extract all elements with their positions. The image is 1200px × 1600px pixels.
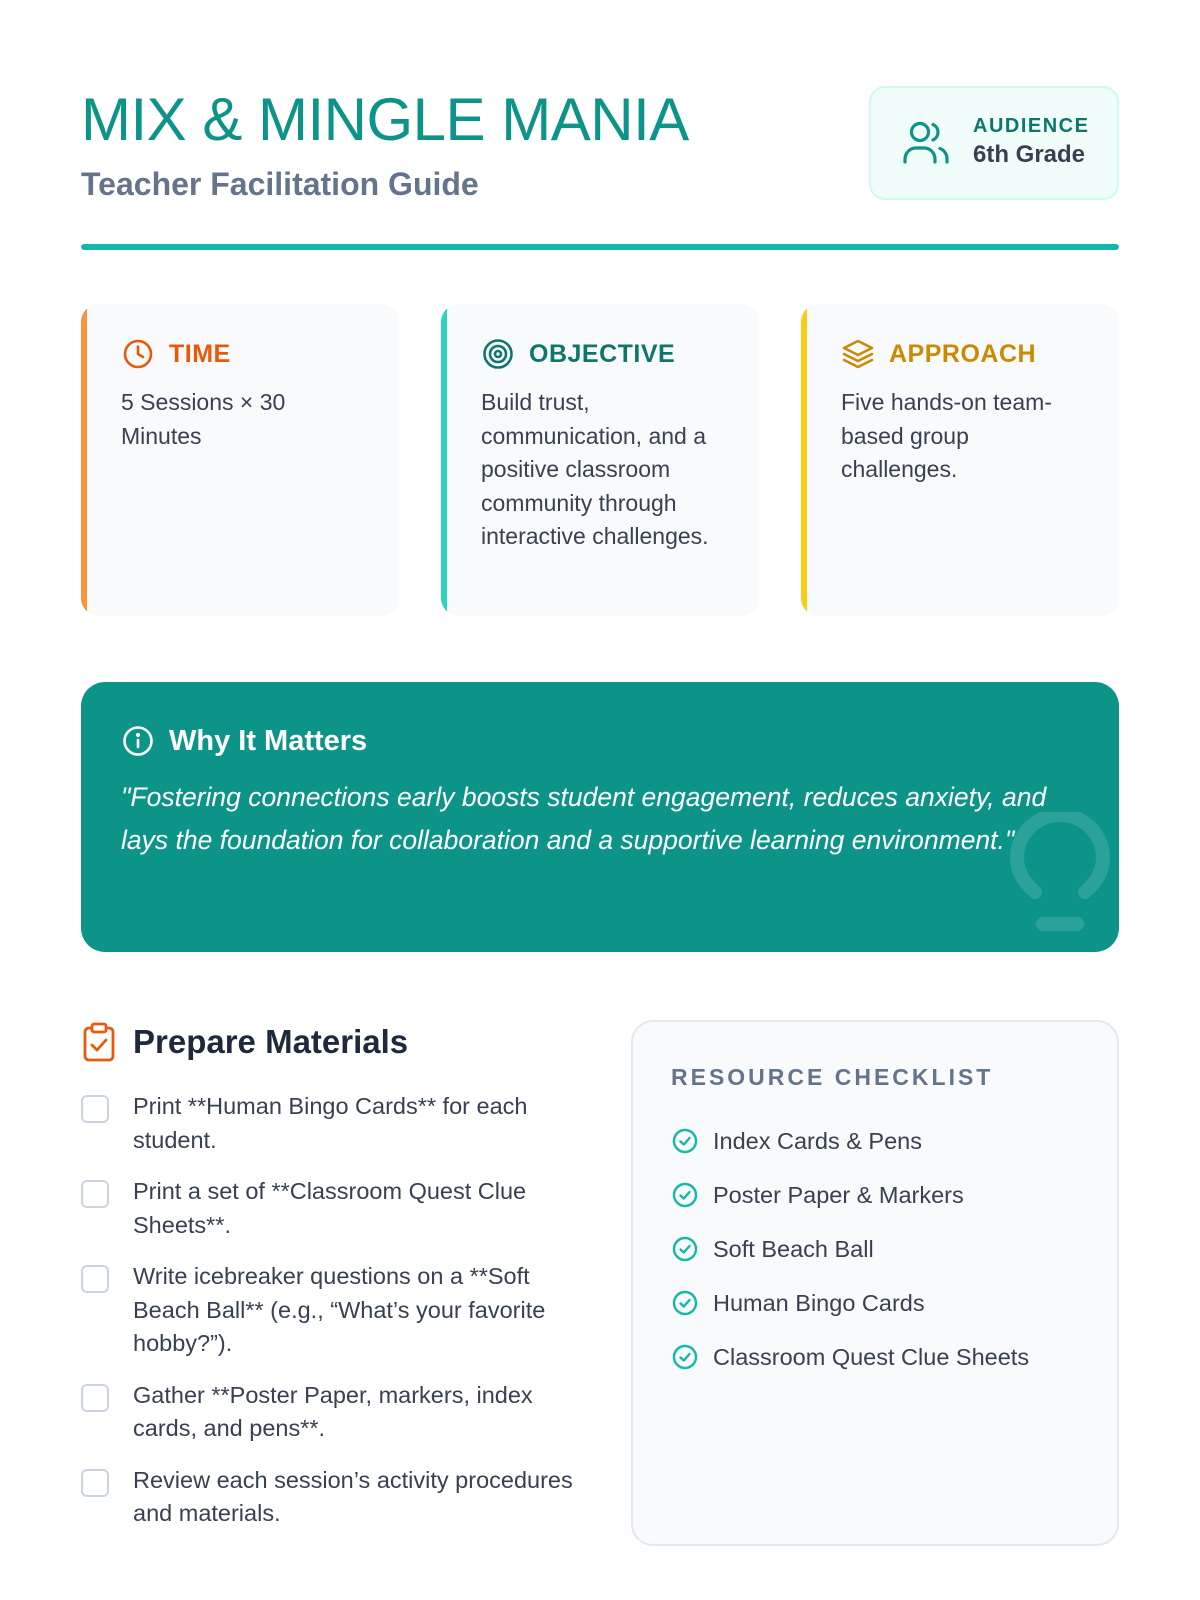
- why-title: Why It Matters: [169, 724, 368, 757]
- card-body: Five hands-on team-based group challenges.: [841, 389, 1052, 482]
- list-item: [81, 1464, 577, 1531]
- page-subtitle: Teacher Facilitation Guide: [81, 166, 479, 202]
- audience-value: 6th Grade: [973, 141, 1086, 168]
- resource-title: RESOURCE CHECKLIST: [671, 1064, 994, 1090]
- card-objective: [441, 304, 759, 616]
- card-title: TIME: [169, 339, 231, 368]
- list-item: [671, 1114, 1079, 1168]
- list-item: [81, 1090, 577, 1157]
- task-text: Review each session’s activity procedures and materials.: [133, 1466, 573, 1526]
- resource-list: [671, 1114, 1079, 1384]
- task-text: Gather **Poster Paper, markers, index cards, and pens**.: [133, 1381, 533, 1441]
- audience-label: AUDIENCE: [973, 115, 1090, 137]
- task-checkbox[interactable]: [81, 1265, 109, 1293]
- card-time: [81, 304, 399, 616]
- task-checkbox[interactable]: [81, 1095, 109, 1123]
- target-icon: [481, 337, 515, 371]
- resource-checklist: [631, 1020, 1119, 1546]
- task-text: Print **Human Bingo Cards** for each student.: [133, 1093, 528, 1153]
- prepare-materials: [81, 1020, 577, 1549]
- task-checkbox[interactable]: [81, 1384, 109, 1412]
- resource-item: Soft Beach Ball: [713, 1235, 874, 1262]
- resource-item: Human Bingo Cards: [713, 1289, 925, 1316]
- check-circle-icon: [671, 1127, 699, 1155]
- task-checkbox[interactable]: [81, 1180, 109, 1208]
- card-body: 5 Sessions × 30 Minutes: [121, 389, 286, 449]
- clipboard-check-icon: [81, 1022, 117, 1062]
- card-approach: [801, 304, 1119, 616]
- resource-item: Poster Paper & Markers: [713, 1181, 964, 1208]
- layers-icon: [841, 337, 875, 371]
- task-checkbox[interactable]: [81, 1469, 109, 1497]
- check-circle-icon: [671, 1181, 699, 1209]
- check-circle-icon: [671, 1343, 699, 1371]
- users-icon: [897, 114, 955, 172]
- header-divider: [81, 244, 1119, 250]
- card-title: OBJECTIVE: [529, 339, 676, 368]
- prepare-title: Prepare Materials: [133, 1023, 409, 1060]
- list-item: [671, 1276, 1079, 1330]
- list-item: [81, 1260, 577, 1361]
- page-title: MIX & MINGLE MANIA: [81, 86, 689, 153]
- list-item: [671, 1330, 1079, 1384]
- check-circle-icon: [671, 1289, 699, 1317]
- why-quote: "Fostering connections early boosts student engagement, reduces anxiety, and lays the foundation for collaboration and a supportive learning environment.": [121, 782, 1047, 855]
- list-item: [81, 1379, 577, 1446]
- card-title: APPROACH: [889, 339, 1037, 368]
- list-item: [81, 1175, 577, 1242]
- header: [81, 84, 1119, 244]
- task-text: Print a set of **Classroom Quest Clue Sheets**.: [133, 1178, 527, 1238]
- list-item: [671, 1168, 1079, 1222]
- task-list: [81, 1090, 577, 1531]
- info-icon: [121, 724, 155, 758]
- info-cards: [81, 304, 1119, 616]
- card-body: Build trust, communication, and a positive classroom community through interactive challenges.: [481, 389, 709, 549]
- audience-badge: [869, 86, 1119, 200]
- list-item: [671, 1222, 1079, 1276]
- clock-icon: [121, 337, 155, 371]
- check-circle-icon: [671, 1235, 699, 1263]
- resource-item: Index Cards & Pens: [713, 1127, 922, 1154]
- resource-item: Classroom Quest Clue Sheets: [713, 1343, 1030, 1370]
- bottom-section: [81, 1020, 1119, 1549]
- task-text: Write icebreaker questions on a **Soft Beach Ball** (e.g., “What’s your favorite hobby?”).: [133, 1263, 546, 1356]
- why-it-matters: [81, 682, 1119, 952]
